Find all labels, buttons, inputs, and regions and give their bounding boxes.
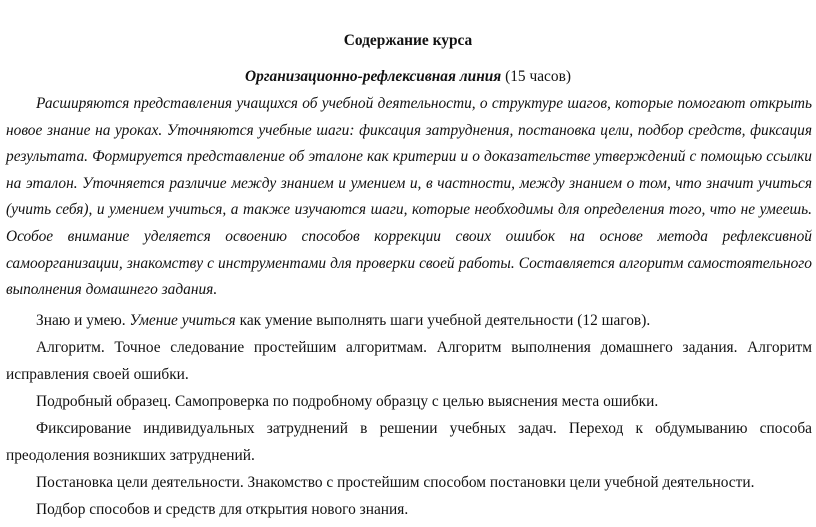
section-heading: [0, 68, 816, 86]
paragraph-know-and-can: [6, 308, 812, 335]
intro-paragraph: Расширяются представления учащихся об учебной деятельности, о структуре шагов, которые помогают открыть новое знание на уроках. Уточняются учебные шаги: фиксация затруднения, постановка цели, подбор средств, фиксация результата. Формируется представление об эталоне как критерии и о доказательстве утверждений с помощью ссылки на эталон. Уточняется различие между знанием и умением и, в частности, между знанием о том, что значит учиться (учить себя), и умением учиться, а также изучаются шаги, которые необходимы для определения того, что не умеешь. Особое внимание уделяется освоению способов коррекции своих ошибок на основе метода рефлексивной самоорганизации, знакомству с инструментами для проверки своей работы. Составляется алгоритм самостоятельного выполнения домашнего задания.: [6, 95, 812, 299]
page-title: Содержание курса: [343, 32, 473, 49]
paragraph-difficulties: Фиксирование индивидуальных затруднений в решении учебных задач. Переход к обдумыванию способа преодоления возникших затруднений.: [6, 420, 812, 464]
section-name: Организационно-рефлексивная линия: [245, 68, 502, 85]
paragraph-lead: Знаю и умею.: [36, 312, 126, 329]
paragraph-detailed-sample: Подробный образец. Самопроверка по подробному образцу с целью выяснения места ошибки.: [36, 393, 659, 410]
section-hours: (15 часов): [505, 68, 571, 85]
paragraph-algorithm: Алгоритм. Точное следование простейшим алгоритмам. Алгоритм выполнения домашнего задания. Алгоритм исправления своей ошибки.: [6, 339, 812, 383]
paragraph-italic-term: Умение учиться: [129, 312, 236, 329]
paragraph-goal-setting: Постановка цели деятельности. Знакомство с простейшим способом постановки цели учебной деятельности.: [36, 474, 755, 491]
paragraph-methods: Подбор способов и средств для открытия нового знания.: [36, 501, 409, 518]
paragraph-rest: как умение выполнять шаги учебной деятельности (12 шагов).: [239, 312, 651, 329]
